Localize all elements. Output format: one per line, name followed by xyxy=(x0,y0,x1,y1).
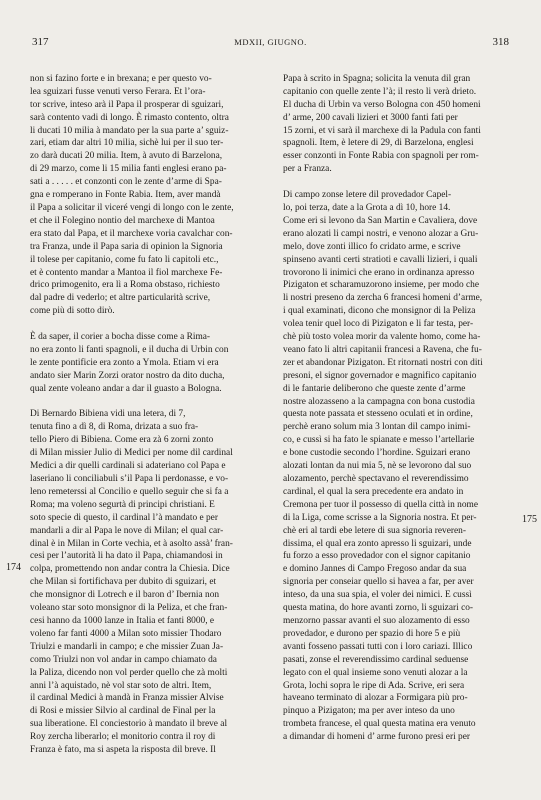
margin-number-right: 175 xyxy=(522,514,537,525)
running-header xyxy=(32,36,509,50)
paragraph: Di campo zonse letere dil provedador Capel- lo, poi terza, date a la Grota a dì 10, hore 14. Come eri si levono da San Martin e Cavaliera, dove erano alozati li campi nostri, e venono alozar a Gru- melo, dove zonti illico fo cridato arme, e scrive spinseno avanti certi stratioti e cavalli lizieri, i quali trovorono li inimici che erano in ordinanza apresso Pizigaton et scharamuzorono insieme, per modo che li nostri preseno da zercha 6 francesi homeni d’arme, i qual examinati, dicono che monsignor di la Peliza volea tenir quel loco di Pizigaton e li far testa, per- chè più tosto volea morir da valente homo, come ha- veano fato li altri capitanii francesi a Ravena, che fu- zer et abandonar Pizigaton. Et ritornati nostri con diti presoni, el signor governador e magnifico capitanio di le fantarie deliberono che queste zente d’arme nostre alozasseno a la campagna con bona custodia questa note passata et stesseno oculati et in ordine, perchè erano solum mia 3 lontan dil campo inimi- co, e cussì si ha fato le spianate e messo l’artellarie e bone custodie secondo l’hordine. Sguizari erano alozati lontan da nui mia 5, nè se levorono dal suo alozamento, perchè spectavano el reverendissimo cardinal, el qual la sera precedente era andato in Cremona per tuor il possesso di quella città in nome di la Liga, come scrisse a la Signoria nostra. Et per- chè eri al tardi ebe letere di sua signoria reveren- dissima, el qual era zonto apresso li sguizari, unde fu forzo a esso provedador con el signor capitanio e domino Jannes di Campo Fregoso andar da sua signoria per conseiar quello si havea a far, per aver inteso, da una sua spia, el voler dei nimici. E cussì questa matina, do hore avanti zorno, li sguizari co- menzorno passar avanti el suo alozamento di esso provedador, e durono per spazio di hore 5 e più avanti fosseno passati tutti con i loro cariazi. Illico pasati, zonse el reverendissimo cardinal seduense legato con el qual insieme sono venuti alozar a la Grota, lochi sopra le ripe di Ada. Scrive, eri sera haveano terminato di alozar a Formigara più pro- pinquo a Pizigaton; ma per aver inteso da uno trombeta francese, el qual questa matina era venuto a dimandar di homeni d’ arme furono presi eri per xyxy=(283,190,483,743)
paragraph: Papa à scrito in Spagna; solicita la venuta dil gran capitanio con quelle zente l’à; il resto li verà drieto. El ducha di Urbin va verso Bologna con 450 homeni d’ arme, 200 cavali lizieri et 3000 fanti fati per 15 zorni, et vi sarà il marchexe di la Padula con fanti spagnoli. Item, è letere di 29, di Barzelona, englesi esser conzonti in Fonte Rabia con spagnoli per rom- per a Franza. xyxy=(283,73,481,175)
paragraph: Di Bernardo Bibiena vidi una letera, di 7, tenuta fino a dì 8, di Roma, drizata a suo fra- tello Piero di Bibiena. Come era zà 6 zorni zonto di Milan missier Julio di Medici per nome dil cardinal Medici a dir quelli cardinali si adateriano col Papa e laseriano li conciliabuli s’il Papa li perdonasse, e vo- leno remeterssi al Concilio e quello seguir che si fa a Roma; ma voleno segurtà di principi christiani. E soto specie di questo, il cardinal l’à mandato e per mandarli a dir al Papa le nove di Milan; el qual car- dinal è in Milan in Corte vechia, et à asolto assà’ fran- cesi per l’autorità li ha dato il Papa, chiamandosi in colpa, promettendo non andar contra la Chiesia. Dice che Milan si fortifichava per dubito di sguizari, et che monsignor di Lotrech e il baron d’ Ibernia non voleano star soto monsignor di la Peliza, et che fran- cesi hanno da 1000 lanze in Italia et fanti 8000, e voleno far fanti 4000 a Milan soto missier Thodaro Triulzi e mandarli in campo; e che missier Zuan Ja- como Triulzi non vol andar in campo chiamato da la Paliza, dicendo non vol perder quello che zà molti anni l’à aquistado, nè vol star soto de altri. Item, il cardinal Medici à mandà in Franza missier Alvise di Rosi e missier Silvio al cardinal de Final per la sua liberatione. El conciestorio à mandato il breve al Roy zercha liberarlo; el monitorio contra il roy di Franza è fato, ma si aspeta la risposta dil breve. Il xyxy=(30,409,233,756)
margin-number-left: 174 xyxy=(6,562,21,573)
paragraph: È da saper, il corier a bocha disse come a Rima- no era zonto li fanti spagnoli, e il ducha di Urbin con le zente pontificie era zonto a Ymola. Etiam vi era andato sier Marin Zorzi orator nostro da dito ducha, qual zente voleano andar a dar il guasto a Bologna. xyxy=(30,332,229,394)
left-column xyxy=(30,60,262,770)
paragraph: non si fazino forte e in brexana; e per questo vo- lea sguizari fusse venuti verso Ferara. Et l’ora- tor scrive, inteso arà il Papa il prosperar di sguizari, sarà contento vadi di longo. È rimasto contento, oltra li ducati 10 milia à mandato per la sua parte a’ sguiz- zari, etiam dar altri 10 milia, sichè lui per il suo ter- zo darà ducati 20 milia. Item, à avuto di Barzelona, di 29 marzo, come li 15 milia fanti englesi erano pa- sati a . . . . . et conzonti con le zente d’arme di Spa- gna e romperano in Fonte Rabia. Item, aver mandà il Papa a solicitar il viceré vengi di longo con le zente, et che il Folegino nontio del marchexe di Mantoa era stato dal Papa, et il marchexe voria cavalchar con- tra Franza, unde il Papa saria di opinion la Signoria il tolese per capitanio, come fu fato li capitoli etc., et è contento mandar a Mantoa il fiol marchexe Fe- drico primogenito, era lì a Roma obstaso, richiesto dal padre di vederlo; et altre particularità scrive, come più di sotto dirò. xyxy=(30,73,234,317)
right-column xyxy=(283,60,515,757)
page-number-right: 318 xyxy=(492,36,509,48)
page-number-left: 317 xyxy=(32,36,49,48)
running-title: MDXII, GIUGNO. xyxy=(234,37,307,47)
